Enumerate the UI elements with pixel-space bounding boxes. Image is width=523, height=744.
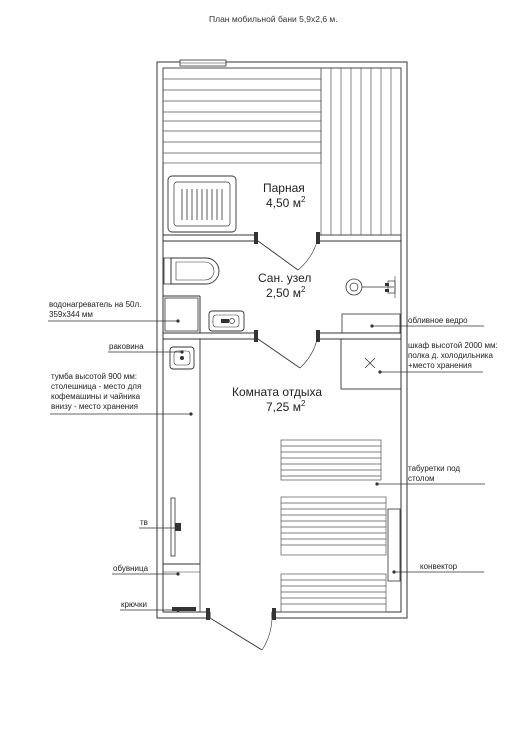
- label-hooks: крючки: [121, 600, 147, 609]
- label-cabinet-line1: тумба высотой 900 мм:: [51, 372, 138, 381]
- convector: [388, 509, 400, 581]
- bath-sink: [209, 311, 244, 331]
- wardrobe: [341, 339, 401, 389]
- hooks: [172, 607, 196, 611]
- label-wardrobe-line1: шкаф высотой 2000 мм:: [408, 341, 498, 350]
- svg-text:7,25 м2: [266, 399, 306, 414]
- bucket: [342, 314, 400, 333]
- label-heater-line2: 359х344 мм: [49, 310, 93, 319]
- door-bath: [254, 330, 320, 368]
- room-name-steam: Парная: [263, 181, 305, 195]
- tv: [171, 498, 181, 556]
- plan-title: План мобильной бани 5,9х2,6 м.: [209, 14, 338, 24]
- label-wardrobe-line3: +место хранения: [408, 361, 472, 370]
- room-name-bath: Сан. узел: [258, 271, 312, 285]
- label-stools-line1: табуретки под: [408, 464, 461, 473]
- counter: [163, 339, 200, 564]
- room-area-steam-sup: 2: [300, 195, 306, 204]
- room-area-rest-sup: 2: [300, 399, 306, 408]
- door-steam: [254, 232, 320, 270]
- label-cabinet-line4: внизу - место хранения: [51, 402, 139, 411]
- label-sink: раковина: [109, 342, 144, 351]
- label-tv: тв: [140, 518, 148, 527]
- room-area-steam: 4,50 м: [266, 196, 301, 210]
- shower: [346, 276, 395, 298]
- bench-upper: [281, 440, 381, 480]
- water-heater: [165, 298, 198, 331]
- table: [281, 497, 386, 555]
- bench-lower: [281, 574, 386, 612]
- room-area-bath-sup: 2: [300, 285, 306, 294]
- sauna-stove: [168, 176, 236, 232]
- toilet: [164, 258, 219, 284]
- room-area-bath: 2,50 м: [266, 286, 301, 300]
- label-cabinet-line3: кофемашины и чайника: [51, 392, 141, 401]
- svg-text:2,50 м2: [266, 285, 306, 300]
- label-bucket: обливное ведро: [408, 316, 468, 325]
- shoe-rack: [163, 564, 200, 612]
- label-cabinet-line2: столешница - место для: [51, 382, 142, 391]
- label-convector: конвектор: [420, 562, 458, 571]
- label-heater-line1: водонагреватель на 50л.: [49, 300, 142, 309]
- label-wardrobe-line2: полка д. холодильника: [408, 351, 493, 360]
- room-name-rest: Комната отдыха: [232, 385, 322, 399]
- label-shoe-rack: обувница: [113, 564, 149, 573]
- label-stools-line2: столом: [408, 474, 435, 483]
- room-area-rest: 7,25 м: [266, 400, 301, 414]
- svg-text:4,50 м2: [266, 195, 306, 210]
